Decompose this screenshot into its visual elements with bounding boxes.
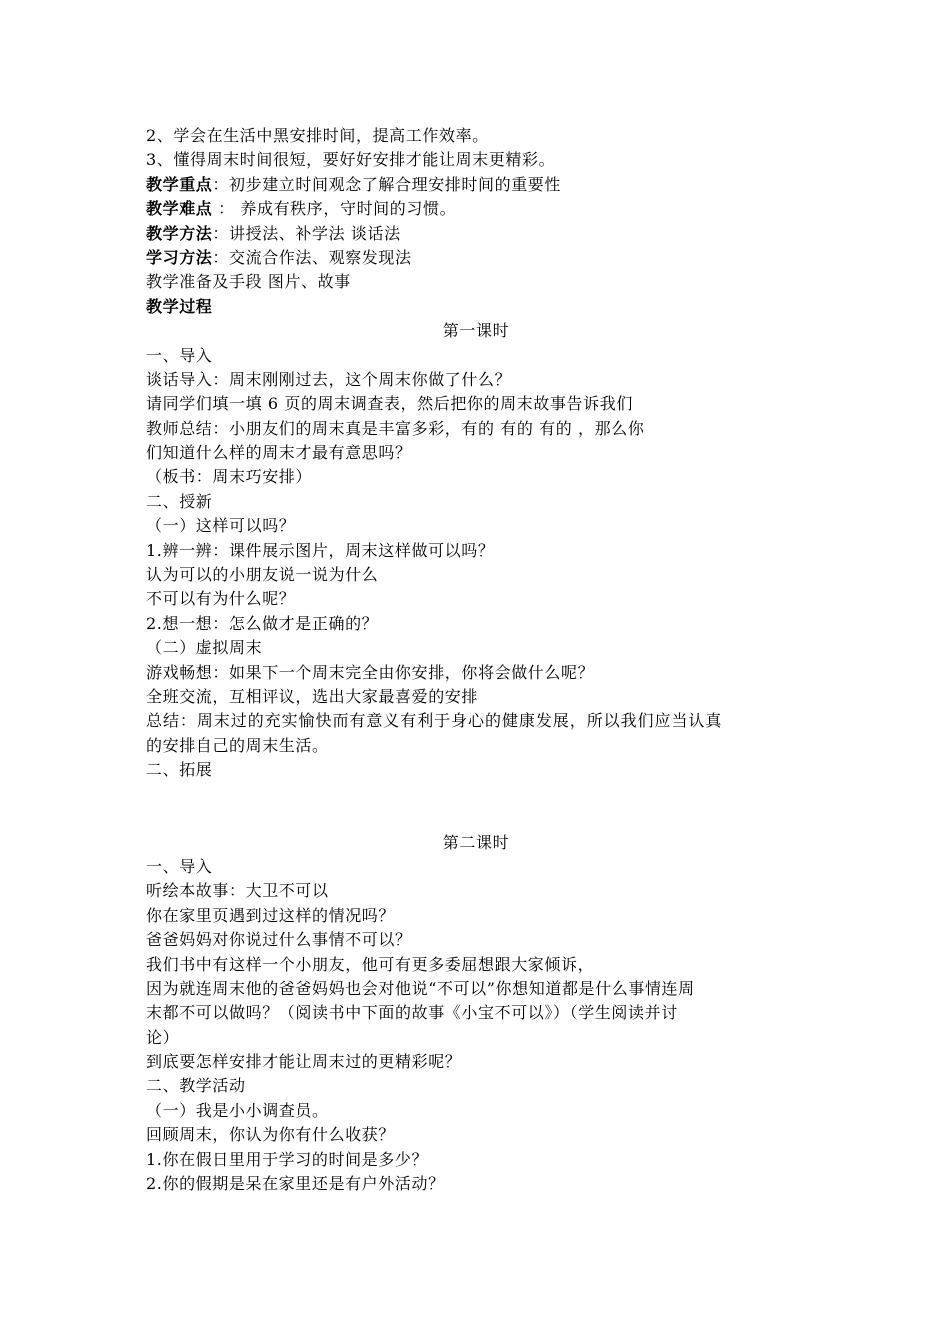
lesson2-line: 听绘本故事：大卫不可以 [146, 881, 329, 901]
lesson1-line: 一、导入 [146, 345, 213, 365]
lesson1-line: 认为可以的小朋友说一说为什么 [146, 565, 379, 585]
process-title: 教学过程 [146, 296, 213, 316]
learning-method-label: 学习方法 [146, 247, 213, 267]
teaching-method-line [146, 222, 806, 246]
lesson1-line: 请同学们填一填 6 页的周末调查表，然后把你的周末故事告诉我们 [146, 394, 633, 414]
lesson2-line: （一）我是小小调查员。 [146, 1100, 329, 1120]
objective-line: 3、懂得周末时间很短，要好好安排才能让周末更精彩。 [146, 150, 556, 170]
lesson2-line: 1.你在假日里用于学习的时间是多少？ [146, 1149, 429, 1169]
lesson1-line: 二、授新 [146, 491, 213, 511]
objective-line: 2、学会在生活中黑安排时间，提高工作效率。 [146, 126, 489, 145]
difficulty-line [146, 197, 806, 221]
section-gap [146, 783, 806, 831]
lesson1-line: （板书：周末巧安排） [146, 467, 313, 487]
difficulty-label: 教学难点 [146, 199, 213, 219]
lesson1-line: 2.想一想：怎么做才是正确的？ [146, 613, 379, 633]
teaching-method-label: 教学方法 [146, 223, 213, 243]
teaching-method-text: ：讲授法、补学法 谈话法 [212, 223, 401, 243]
lesson1-line: 教师总结：小朋友们的周末真是丰富多彩，有的 有的 有的 ，那么你 [146, 418, 645, 438]
lesson1-line: 谈话导入：周末刚刚过去，这个周末你做了什么？ [146, 369, 512, 389]
learning-method-text: ：交流合作法、观察发现法 [212, 247, 412, 267]
preparation-line: 教学准备及手段 图片、故事 [146, 272, 351, 292]
lesson1-line: 游戏畅想：如果下一个周末完全由你安排，你将会做什么呢？ [146, 662, 595, 682]
lesson2-line: 2.你的假期是呆在家里还是有户外活动？ [146, 1174, 445, 1194]
key-point-line [146, 173, 806, 197]
key-point-label: 教学重点 [146, 174, 213, 194]
lesson2-line: 爸爸妈妈对你说过什么事情不可以？ [146, 930, 412, 950]
lesson2-line: 因为就连周末他的爸爸妈妈也会对他说“不可以”你想知道都是什么事情连周 [146, 978, 695, 998]
lesson2-line: 到底要怎样安排才能让周末过的更精彩呢？ [146, 1052, 462, 1072]
lesson1-line: 二、拓展 [146, 760, 213, 780]
lesson2-line: 末都不可以做吗？（阅读书中下面的故事《小宝不可以》）（学生阅读并讨 [146, 1003, 678, 1023]
document-page [146, 124, 806, 1196]
key-point-text: ：初步建立时间观念了解合理安排时间的重要性 [212, 174, 562, 194]
lesson1-line: （一）这样可以吗？ [146, 516, 296, 536]
lesson2-line: 你在家里页遇到过这样的情况吗？ [146, 905, 396, 925]
lesson2-line: 我们书中有这样一个小朋友，他可有更多委屈想跟大家倾诉， [146, 954, 595, 974]
lesson1-line: 总结：周末过的充实愉快而有意义有利于身心的健康发展，所以我们应当认真 [146, 711, 723, 731]
lesson1-line: 1.辨一辨：课件展示图片，周末这样做可以吗？ [146, 540, 495, 560]
lesson2-line: 论） [146, 1027, 180, 1047]
learning-method-line [146, 246, 806, 270]
lesson2-title: 第二课时 [442, 832, 510, 852]
lesson2-line: 回顾周末，你认为你有什么收获？ [146, 1125, 396, 1145]
lesson2-line: 一、导入 [146, 856, 213, 876]
lesson1-line: 的安排自己的周末生活。 [146, 735, 329, 755]
lesson2-line: 二、教学活动 [146, 1076, 246, 1096]
lesson1-line: （二）虚拟周末 [146, 638, 263, 658]
difficulty-text: ： 养成有秩序，守时间的习惯。 [212, 199, 457, 219]
lesson1-line: 全班交流，互相评议，选出大家最喜爱的安排 [146, 686, 479, 706]
lesson1-line: 们知道什么样的周末才最有意思吗？ [146, 443, 412, 463]
lesson1-line: 不可以有为什么呢？ [146, 589, 296, 609]
lesson1-title: 第一课时 [442, 321, 510, 341]
